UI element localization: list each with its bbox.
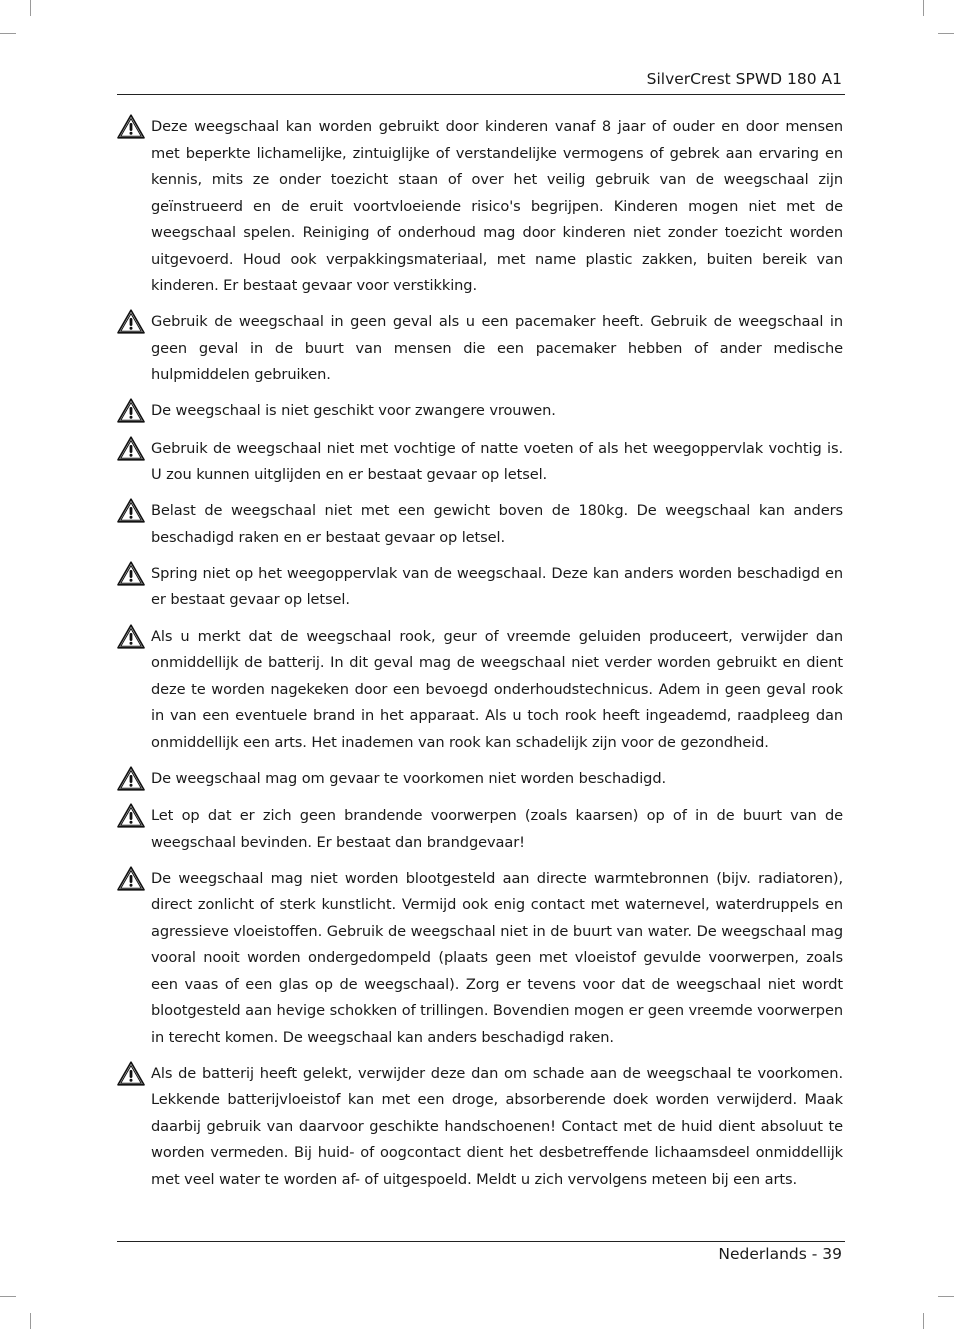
warning-text: Als de batterij heeft gelekt, verwijder deze dan om schade aan de weegschaal te voorkomen. Lekkende batterijvloeistof kan met een droge, absorberende doek worden verwijderd. Maak daarbij gebruik van daarvoor geschikte handschoenen! Contact met de huid dient absoluut te worden vermeden. Bij huid- of oogcontact dient het desbetreffende lichaamsdeel onmiddellijk met veel water te worden af- of uitgespoeld. Meldt u zich vervolgens meteen bij een arts. [151, 1064, 843, 1188]
page-footer-label: Nederlands - 39 [718, 1245, 842, 1263]
warning-text: De weegschaal mag om gevaar te voorkomen niet worden beschadigd. [151, 769, 667, 787]
crop-mark [938, 1296, 954, 1297]
crop-mark [30, 0, 31, 16]
warning-item [117, 803, 843, 856]
safety-warnings-list [117, 114, 843, 1203]
warning-triangle-icon [117, 766, 151, 794]
warning-triangle-icon [117, 309, 151, 337]
warning-triangle-icon [117, 1061, 151, 1089]
crop-mark [923, 0, 924, 16]
warning-item [117, 766, 843, 794]
warning-triangle-icon [117, 866, 151, 894]
warning-triangle-icon [117, 561, 151, 589]
footer-divider [117, 1241, 845, 1242]
warning-item [117, 624, 843, 757]
warning-triangle-icon [117, 398, 151, 426]
warning-item [117, 866, 843, 1052]
warning-item [117, 114, 843, 300]
warning-triangle-icon [117, 498, 151, 526]
warning-item [117, 561, 843, 614]
warning-triangle-icon [117, 803, 151, 831]
warning-triangle-icon [117, 114, 151, 142]
warning-item [117, 498, 843, 551]
crop-mark [938, 33, 954, 34]
warning-triangle-icon [117, 624, 151, 652]
warning-text: De weegschaal is niet geschikt voor zwangere vrouwen. [151, 402, 556, 420]
warning-text: Belast de weegschaal niet met een gewicht boven de 180kg. De weegschaal kan anders beschadigd raken en er bestaat gevaar op letsel. [151, 502, 843, 546]
crop-mark [30, 1313, 31, 1329]
warning-text: De weegschaal mag niet worden blootgesteld aan directe warmtebronnen (bijv. radiatoren), direct zonlicht of sterk kunstlicht. Vermijd ook enig contact met waternevel, waterdruppels en agressieve vloeistoffen. Gebruik de weegschaal niet in de buurt van water. De weegschaal mag vooral nooit worden ondergedompeld (plaats geen met vloeistof gevulde voorwerpen, zoals een vaas of een glas op de weegschaal). Zorg er tevens voor dat de weegschaal niet wordt blootgesteld aan hevige schokken of trillingen. Bovendien mogen er geen vreemde voorwerpen in terecht komen. De weegschaal kan anders beschadigd raken. [151, 869, 843, 1046]
warning-item [117, 1061, 843, 1194]
warning-text: Let op dat er zich geen brandende voorwerpen (zoals kaarsen) op of in de buurt van de weegschaal bevinden. Er bestaat dan brandgevaar! [151, 807, 843, 851]
warning-text: Deze weegschaal kan worden gebruikt door kinderen vanaf 8 jaar of ouder en door mensen met beperkte lichamelijke, zintuiglijke of verstandelijke vermogens of gebrek aan ervaring en kennis, mits ze onder toezicht staan of over het veilig gebruik van de weegschaal zijn geïnstrueerd en de eruit voortvloeiende risico's begrijpen. Kinderen mogen niet met de weegschaal spelen. Reiniging of onderhoud mag door kinderen niet zonder toezicht worden uitgevoerd. Houd ook verpakkingsmateriaal, met name plastic zakken, buiten bereik van kinderen. Er bestaat gevaar voor verstikking. [151, 118, 843, 294]
header-divider [117, 94, 845, 95]
warning-item [117, 436, 843, 489]
crop-mark [0, 1296, 16, 1297]
warning-triangle-icon [117, 436, 151, 464]
warning-text: Als u merkt dat de weegschaal rook, geur of vreemde geluiden produceert, verwijder dan onmiddellijk de batterij. In dit geval mag de weegschaal niet verder worden gebruikt en dient deze te worden nagekeken door een bevoegd onderhoudstechnicus. Adem in geen geval rook in van een eventuele brand in het apparaat. Als u toch rook heeft ingeademd, raadpleeg dan onmiddellijk een arts. Het inademen van rook kan schadelijk zijn voor de gezondheid. [151, 627, 843, 751]
crop-mark [0, 33, 16, 34]
warning-item [117, 398, 843, 426]
warning-text: Gebruik de weegschaal in geen geval als u een pacemaker heeft. Gebruik de weegschaal in geen geval in de buurt van mensen die een pacemaker hebben of ander medische hulpmiddelen gebruiken. [151, 313, 843, 384]
warning-item [117, 309, 843, 389]
crop-mark [923, 1313, 924, 1329]
warning-text: Gebruik de weegschaal niet met vochtige of natte voeten of als het weegoppervlak vochtig is. U zou kunnen uitglijden en er bestaat gevaar op letsel. [151, 439, 843, 484]
page-header-title: SilverCrest SPWD 180 A1 [646, 70, 842, 88]
warning-text: Spring niet op het weegoppervlak van de weegschaal. Deze kan anders worden beschadigd en er bestaat gevaar op letsel. [151, 564, 843, 609]
